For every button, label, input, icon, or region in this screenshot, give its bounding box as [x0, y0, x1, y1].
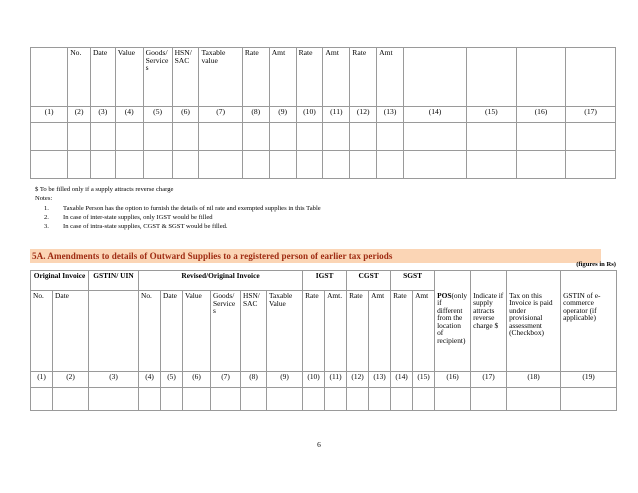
section-5a-heading: 5A. Amendments to details of Outward Supplies to a registered person of earlier tax periods — [30, 249, 601, 263]
t2-n-2: (3) — [89, 372, 139, 388]
table-two-group-header-row — [31, 271, 617, 291]
t2-s-igst-amt: Amt. — [325, 291, 347, 372]
t2-s-rev-value: Value — [183, 291, 211, 372]
t1-n-2: (3) — [90, 107, 115, 123]
t1-h-7: Rate — [242, 48, 269, 107]
t2-g-sgst: SGST — [391, 271, 435, 291]
note-text: In case of intra-state supplies, CGST & SGST would be filled. — [63, 223, 228, 231]
t2-g-igst: IGST — [303, 271, 347, 291]
t1-cell[interactable] — [31, 123, 68, 151]
t2-n-13: (14) — [391, 372, 413, 388]
t2-s-cgst-amt: Amt — [369, 291, 391, 372]
t1-n-10: (11) — [323, 107, 350, 123]
t1-cell[interactable] — [199, 151, 242, 179]
t2-s-taxable-value: Taxable Value — [267, 291, 303, 372]
t1-h-5: HSN/ SAC — [172, 48, 199, 107]
t1-n-12: (13) — [377, 107, 404, 123]
t2-n-14: (15) — [413, 372, 435, 388]
t1-cell[interactable] — [172, 151, 199, 179]
figures-in-rs-label: (figures in Rs) — [576, 261, 616, 268]
t2-g-reverse-spacer — [471, 271, 507, 291]
t2-g-provisional-spacer — [507, 271, 561, 291]
t1-cell[interactable] — [296, 151, 323, 179]
t1-h-12: Amt — [377, 48, 404, 107]
t2-s-pos — [435, 291, 471, 372]
t1-cell[interactable] — [90, 151, 115, 179]
t2-s-ecommerce-gstin: GSTIN of e-commerce operator (if applicable) — [561, 291, 617, 372]
t1-cell[interactable] — [404, 123, 467, 151]
reverse-charge-note: $ To be filled only if a supply attracts reverse charge — [35, 186, 174, 193]
t2-n-1: (2) — [53, 372, 89, 388]
t2-cell[interactable] — [413, 388, 435, 411]
t2-n-17: (18) — [507, 372, 561, 388]
t1-cell[interactable] — [404, 151, 467, 179]
t2-n-16: (17) — [471, 372, 507, 388]
t1-cell[interactable] — [242, 123, 269, 151]
t2-cell[interactable] — [31, 388, 53, 411]
list-item — [30, 204, 590, 213]
t1-h-15 — [516, 48, 566, 107]
t1-cell[interactable] — [172, 123, 199, 151]
notes-block — [30, 185, 590, 232]
t1-h-8: Amt — [269, 48, 296, 107]
t1-cell[interactable] — [199, 123, 242, 151]
t1-cell[interactable] — [323, 151, 350, 179]
t2-n-5: (6) — [183, 372, 211, 388]
t1-n-3: (4) — [115, 107, 143, 123]
table-two-sub-header-row — [31, 291, 617, 372]
t2-cell[interactable] — [507, 388, 561, 411]
note-number: 3. — [44, 223, 49, 231]
t1-cell[interactable] — [269, 151, 296, 179]
t1-n-11: (12) — [350, 107, 377, 123]
t2-cell[interactable] — [561, 388, 617, 411]
t2-s-sgst-rate: Rate — [391, 291, 413, 372]
table-one-header-row — [31, 48, 616, 107]
t2-cell[interactable] — [183, 388, 211, 411]
t2-cell[interactable] — [471, 388, 507, 411]
t1-n-6: (7) — [199, 107, 242, 123]
t2-cell[interactable] — [53, 388, 89, 411]
t2-cell[interactable] — [435, 388, 471, 411]
t1-cell[interactable] — [566, 151, 616, 179]
t2-n-15: (16) — [435, 372, 471, 388]
t1-cell[interactable] — [68, 123, 91, 151]
t2-cell[interactable] — [139, 388, 161, 411]
t2-g-original-invoice: Original Invoice — [31, 271, 89, 291]
t1-cell[interactable] — [115, 123, 143, 151]
t2-n-6: (7) — [211, 372, 241, 388]
t1-cell[interactable] — [269, 123, 296, 151]
t1-h-14 — [467, 48, 517, 107]
t2-s-cgst-rate: Rate — [347, 291, 369, 372]
t1-n-16: (17) — [566, 107, 616, 123]
t2-s-no: No. — [31, 291, 53, 372]
t1-cell[interactable] — [296, 123, 323, 151]
t2-cell[interactable] — [211, 388, 241, 411]
t1-cell[interactable] — [31, 151, 68, 179]
t2-n-3: (4) — [139, 372, 161, 388]
t1-n-9: (10) — [296, 107, 323, 123]
t1-n-1: (2) — [68, 107, 91, 123]
t2-s-sgst-amt: Amt — [413, 291, 435, 372]
t1-cell[interactable] — [516, 123, 566, 151]
t1-h-6: Taxable value — [199, 48, 242, 107]
t1-h-16 — [566, 48, 616, 107]
t1-cell[interactable] — [242, 151, 269, 179]
table-one-entry-row — [31, 151, 616, 179]
t1-cell[interactable] — [323, 123, 350, 151]
amendments-table — [30, 270, 617, 411]
t2-g-cgst: CGST — [347, 271, 391, 291]
notes-label: Notes: — [35, 195, 53, 203]
t1-cell[interactable] — [143, 123, 172, 151]
list-item — [30, 222, 590, 231]
t2-g-revised-original-invoice: Revised/Original Invoice — [139, 271, 303, 291]
t1-h-0 — [31, 48, 68, 107]
t2-s-goods-services: Goods/ Service s — [211, 291, 241, 372]
t2-n-18: (19) — [561, 372, 617, 388]
t2-s-igst-rate: Rate — [303, 291, 325, 372]
t1-n-0: (1) — [31, 107, 68, 123]
t2-s-rev-no: No. — [139, 291, 161, 372]
t1-h-9: Rate — [296, 48, 323, 107]
t1-cell[interactable] — [467, 123, 517, 151]
t2-n-4: (5) — [161, 372, 183, 388]
t2-g-ecommerce-spacer — [561, 271, 617, 291]
outward-supplies-table — [30, 47, 616, 179]
t1-h-11: Rate — [350, 48, 377, 107]
note-number: 2. — [44, 214, 49, 222]
t2-cell[interactable] — [267, 388, 303, 411]
table-two-number-row — [31, 372, 617, 388]
t1-cell[interactable] — [90, 123, 115, 151]
t1-cell[interactable] — [143, 151, 172, 179]
t2-n-11: (12) — [347, 372, 369, 388]
pos-label: POS — [437, 290, 452, 300]
t1-h-4: Goods/ Service s — [143, 48, 172, 107]
t1-cell[interactable] — [516, 151, 566, 179]
t2-n-7: (8) — [241, 372, 267, 388]
t1-cell[interactable] — [115, 151, 143, 179]
t1-cell[interactable] — [350, 123, 377, 151]
t1-n-5: (6) — [172, 107, 199, 123]
note-text: Taxable Person has the option to furnish the details of nil rate and exempted supplies in this Table — [63, 204, 321, 212]
note-text: In case of inter-state supplies, only IGST would be filled — [63, 214, 213, 222]
t2-cell[interactable] — [89, 388, 139, 411]
t1-n-15: (16) — [516, 107, 566, 123]
t1-cell[interactable] — [68, 151, 91, 179]
t2-s-reverse-charge: Indicate if supply attracts reverse charge $ — [471, 291, 507, 372]
t2-n-0: (1) — [31, 372, 53, 388]
t1-n-13: (14) — [404, 107, 467, 123]
t2-cell[interactable] — [325, 388, 347, 411]
t2-s-date: Date — [53, 291, 89, 372]
t1-h-3: Value — [115, 48, 143, 107]
notes-list — [30, 204, 590, 232]
t2-g-pos-spacer — [435, 271, 471, 291]
note-number: 1. — [44, 204, 49, 212]
t1-cell[interactable] — [566, 123, 616, 151]
t1-cell[interactable] — [467, 151, 517, 179]
table-two-entry-row — [31, 388, 617, 411]
t2-cell[interactable] — [369, 388, 391, 411]
page-number: 6 — [317, 440, 321, 449]
t1-n-4: (5) — [143, 107, 172, 123]
t2-g-gstin-uin: GSTIN/ UIN — [89, 271, 139, 291]
t2-s-hsn-sac: HSN/ SAC — [241, 291, 267, 372]
t1-cell[interactable] — [350, 151, 377, 179]
t2-cell[interactable] — [241, 388, 267, 411]
t2-s-gstin-blank — [89, 291, 139, 372]
t1-h-10: Amt — [323, 48, 350, 107]
pos-description: (only if different from the location of recipient) — [437, 290, 468, 345]
t1-h-13 — [404, 48, 467, 107]
list-item — [30, 213, 590, 222]
t2-cell[interactable] — [347, 388, 369, 411]
t1-n-8: (9) — [269, 107, 296, 123]
t2-n-9: (10) — [303, 372, 325, 388]
t2-s-provisional-assessment: Tax on this Invoice is paid under provisional assessment (Checkbox) — [507, 291, 561, 372]
t1-cell[interactable] — [377, 151, 404, 179]
t1-h-2: Date — [90, 48, 115, 107]
t2-cell[interactable] — [391, 388, 413, 411]
t2-cell[interactable] — [303, 388, 325, 411]
t1-h-1: No. — [68, 48, 91, 107]
t2-n-12: (13) — [369, 372, 391, 388]
t2-s-rev-date: Date — [161, 291, 183, 372]
t1-n-7: (8) — [242, 107, 269, 123]
table-one-number-row — [31, 107, 616, 123]
t2-n-10: (11) — [325, 372, 347, 388]
table-one-entry-row — [31, 123, 616, 151]
t2-n-8: (9) — [267, 372, 303, 388]
t2-cell[interactable] — [161, 388, 183, 411]
t1-cell[interactable] — [377, 123, 404, 151]
t1-n-14: (15) — [467, 107, 517, 123]
